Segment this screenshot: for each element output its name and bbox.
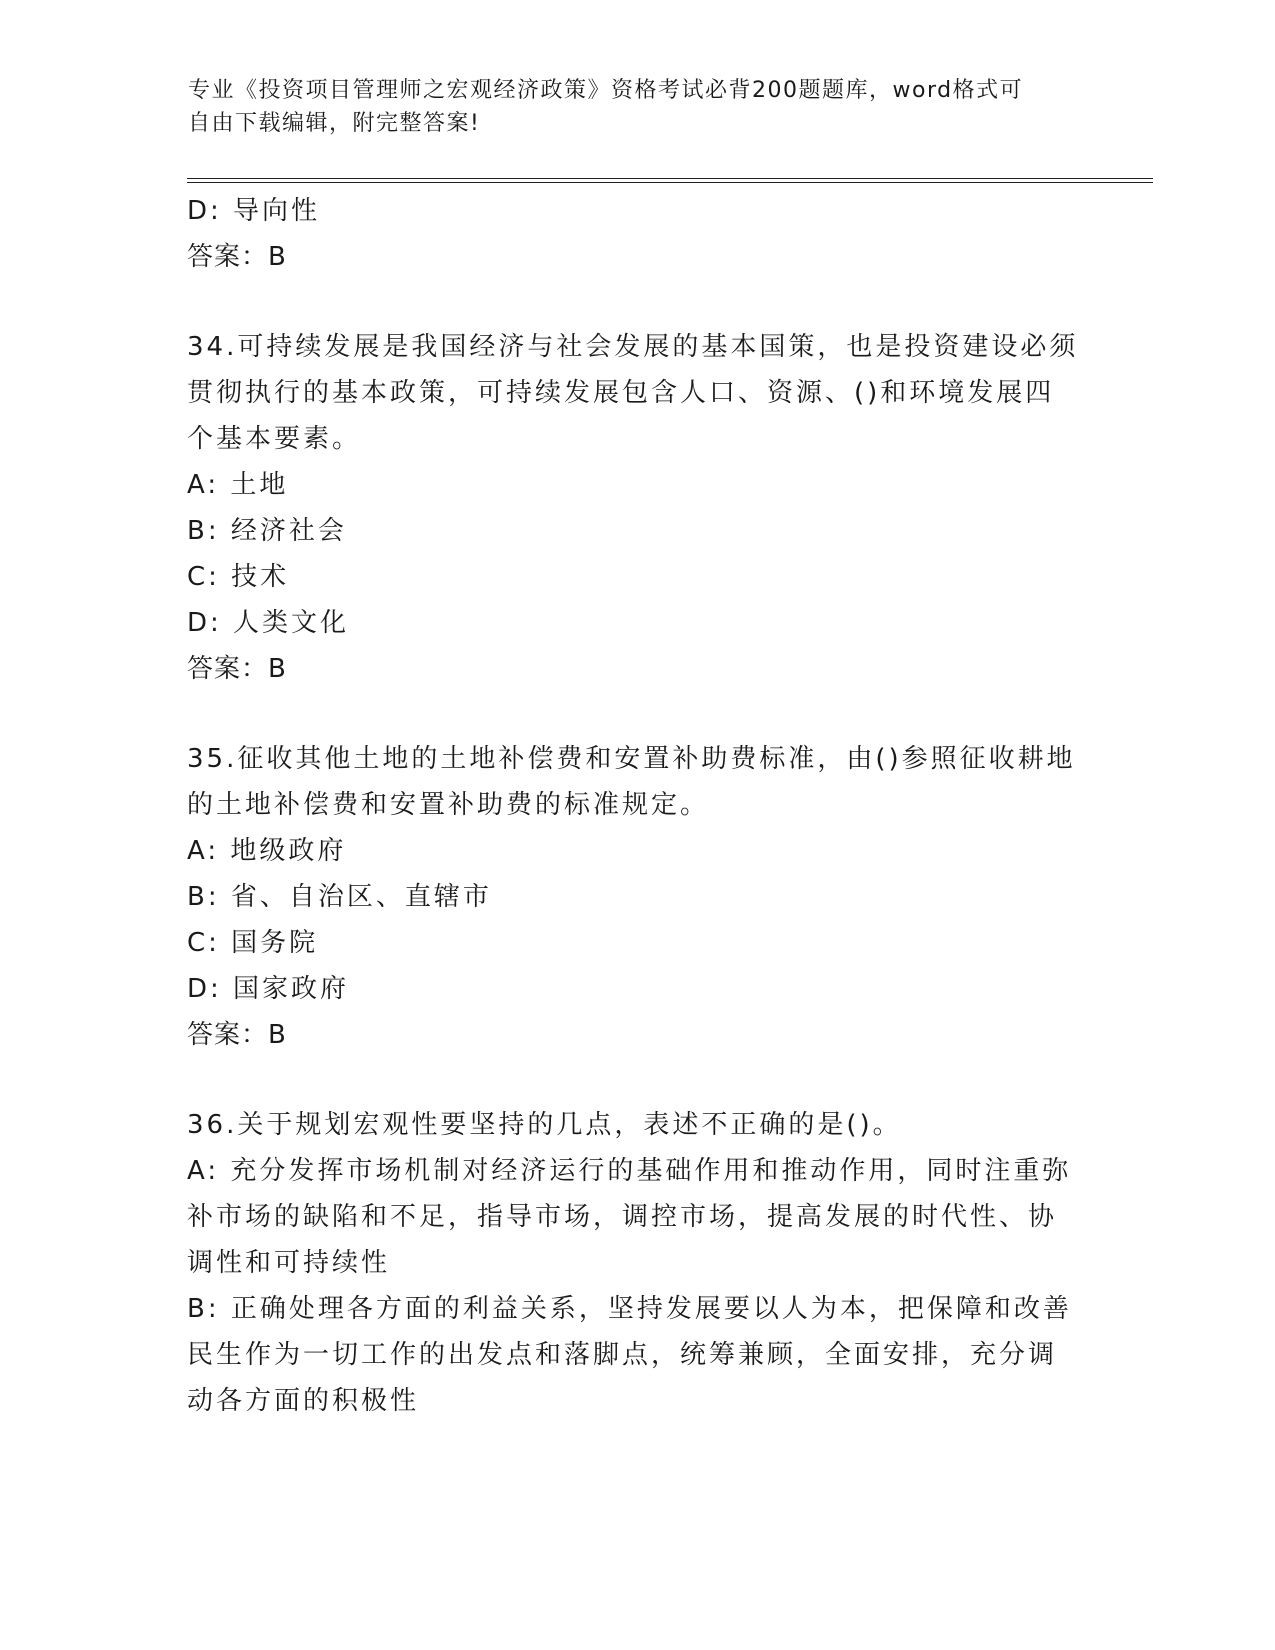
q35-stem-line-2: 的土地补偿费和安置补助费的标准规定。	[187, 790, 710, 820]
q34-answer: 答案：B	[187, 654, 287, 684]
q36-option-a-line-1: A: 充分发挥市场机制对经济运行的基础作用和推动作用，同时注重弥	[187, 1156, 1072, 1186]
header-line-1: 专业《投资项目管理师之宏观经济政策》资格考试必背200题题库，word格式可	[188, 78, 1024, 103]
question-36	[187, 1102, 1087, 1424]
q35-stem-line-1: 35.征收其他土地的土地补偿费和安置补助费标准，由()参照征收耕地	[187, 744, 1076, 774]
q35-option-b: B: 省、自治区、直辖市	[187, 882, 492, 912]
q36-option-b-line-2: 民生作为一切工作的出发点和落脚点，统筹兼顾，全面安排，充分调	[187, 1340, 1058, 1370]
spacer	[187, 280, 1087, 324]
q34-option-c: C: 技术	[187, 562, 290, 592]
q34-stem-line-1: 34.可持续发展是我国经济与社会发展的基本国策，也是投资建设必须	[187, 332, 1079, 362]
question-35	[187, 736, 1087, 1058]
q34-option-d: D: 人类文化	[187, 608, 350, 638]
q34-stem-line-3: 个基本要素。	[187, 424, 362, 454]
q36-stem-line-1: 36.关于规划宏观性要坚持的几点，表述不正确的是()。	[187, 1110, 902, 1140]
prev-answer: 答案：B	[187, 242, 287, 272]
header-rule-top	[187, 178, 1153, 179]
q36-option-a-line-2: 补市场的缺陷和不足，指导市场，调控市场，提高发展的时代性、协	[187, 1202, 1058, 1232]
document-header	[188, 74, 1068, 140]
q36-option-b-line-1: B: 正确处理各方面的利益关系，坚持发展要以人为本，把保障和改善	[187, 1294, 1072, 1324]
question-34	[187, 324, 1087, 692]
q34-stem-line-2: 贯彻执行的基本政策，可持续发展包含人口、资源、()和环境发展四	[187, 378, 1055, 408]
q35-option-a: A: 地级政府	[187, 836, 347, 866]
q34-option-a: A: 土地	[187, 470, 289, 500]
document-body	[187, 188, 1087, 1424]
spacer	[187, 692, 1087, 736]
q35-option-d: D: 国家政府	[187, 974, 350, 1004]
q35-option-c: C: 国务院	[187, 928, 319, 958]
header-line-2: 自由下载编辑，附完整答案!	[188, 111, 481, 136]
q35-answer: 答案：B	[187, 1020, 287, 1050]
prev-option-d: D: 导向性	[187, 196, 321, 226]
header-rule-bottom	[187, 182, 1153, 183]
q36-option-b-line-3: 动各方面的积极性	[187, 1386, 420, 1416]
q34-option-b: B: 经济社会	[187, 516, 347, 546]
q36-option-a-line-3: 调性和可持续性	[187, 1248, 391, 1278]
spacer	[187, 1058, 1087, 1102]
